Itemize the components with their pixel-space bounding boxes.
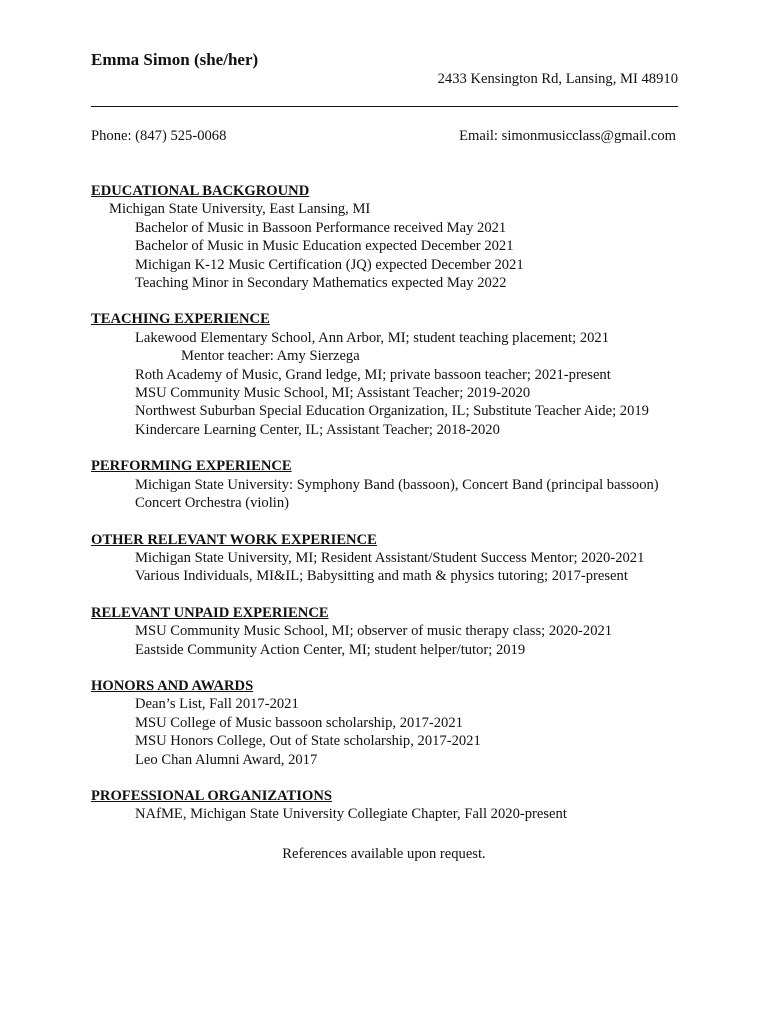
resume-section (91, 604, 691, 659)
section-heading: TEACHING EXPERIENCE (91, 311, 270, 328)
section-line: NAfME, Michigan State University Collegiate Chapter, Fall 2020-present (135, 806, 567, 823)
section-heading: PERFORMING EXPERIENCE (91, 458, 292, 475)
resume-section (91, 182, 691, 292)
resume-section (91, 787, 691, 824)
section-line: Dean’s List, Fall 2017-2021 (135, 696, 299, 713)
section-line: Leo Chan Alumni Award, 2017 (135, 751, 318, 768)
section-line: MSU College of Music bassoon scholarship, 2017-2021 (135, 714, 463, 731)
section-heading: PROFESSIONAL ORGANIZATIONS (91, 787, 332, 804)
section-heading: RELEVANT UNPAID EXPERIENCE (91, 604, 329, 621)
references-note: References available upon request. (282, 846, 486, 862)
section-line: Kindercare Learning Center, IL; Assistant Teacher; 2018-2020 (135, 421, 500, 438)
resume-section (91, 457, 691, 512)
resume-body (91, 182, 691, 842)
section-heading: EDUCATIONAL BACKGROUND (91, 183, 310, 199)
section-line: MSU Community Music School, MI; observer of music therapy class; 2020-2021 (135, 623, 613, 640)
section-line: Roth Academy of Music, Grand ledge, MI; private bassoon teacher; 2021-present (135, 366, 611, 383)
resume-section (91, 677, 691, 769)
resume-name: Emma Simon (she/her) (91, 50, 259, 69)
section-line: Various Individuals, MI&IL; Babysitting and math & physics tutoring; 2017-present (135, 568, 628, 585)
section-line: Northwest Suburban Special Education Organization, IL; Substitute Teacher Aide; 2019 (135, 403, 649, 420)
section-line: Michigan State University, East Lansing, MI (109, 201, 371, 218)
section-line: Teaching Minor in Secondary Mathematics expected May 2022 (135, 275, 507, 292)
section-line: Michigan K-12 Music Certification (JQ) expected December 2021 (135, 256, 524, 273)
resume-phone: Phone: (847) 525-0068 (91, 128, 227, 144)
section-heading: OTHER RELEVANT WORK EXPERIENCE (91, 531, 377, 548)
section-line: MSU Community Music School, MI; Assistant Teacher; 2019-2020 (135, 385, 531, 402)
section-line: MSU Honors College, Out of State scholarship, 2017-2021 (135, 733, 481, 750)
resume-address: 2433 Kensington Rd, Lansing, MI 48910 (437, 71, 678, 87)
resume-email: Email: simonmusicclass@gmail.com (459, 128, 676, 144)
section-line: Bachelor of Music in Music Education expected December 2021 (135, 238, 514, 255)
resume-section (91, 531, 691, 586)
section-line: Michigan State University: Symphony Band (bassoon), Concert Band (principal bassoon) (135, 476, 659, 493)
section-line: Eastside Community Action Center, MI; student helper/tutor; 2019 (135, 641, 526, 658)
section-line: Mentor teacher: Amy Sierzega (181, 348, 360, 365)
section-heading: HONORS AND AWARDS (91, 677, 254, 694)
resume-section (91, 310, 691, 439)
section-line: Bachelor of Music in Bassoon Performance received May 2021 (135, 219, 507, 236)
header-divider (91, 106, 678, 107)
section-line: Lakewood Elementary School, Ann Arbor, MI; student teaching placement; 2021 (135, 329, 610, 346)
section-line: Michigan State University, MI; Resident Assistant/Student Success Mentor; 2020-2021 (135, 549, 645, 566)
section-line: Concert Orchestra (violin) (135, 495, 289, 512)
